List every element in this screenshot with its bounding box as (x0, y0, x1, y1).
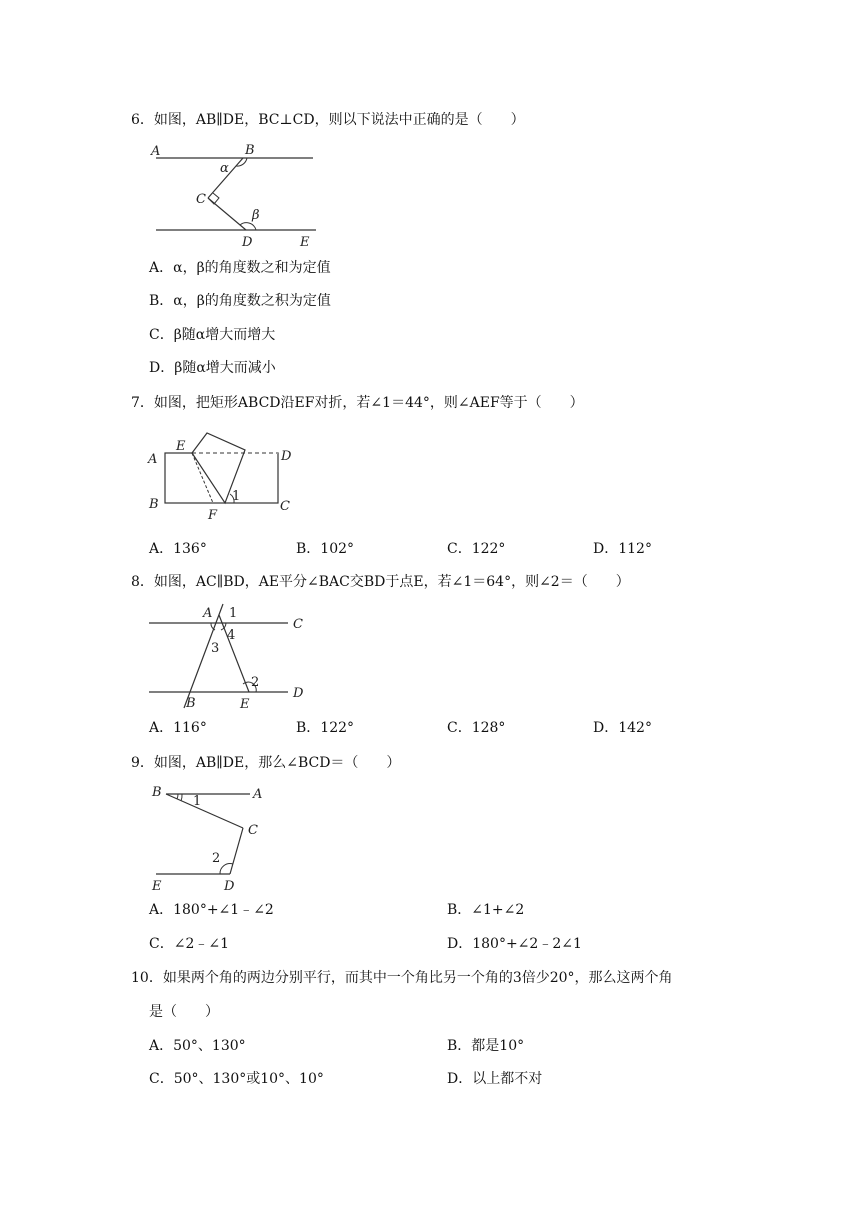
q8-label-angle1: 1 (229, 606, 238, 621)
q6-label-b: B (245, 143, 255, 158)
q8-option-a[interactable]: A．116° (149, 720, 207, 736)
q7-option-b[interactable]: B．102° (296, 541, 355, 557)
q10-option-d[interactable]: D．以上都不对 (447, 1071, 543, 1087)
q9-option-b[interactable]: B．∠1+∠2 (447, 902, 525, 918)
q7-label-e: E (176, 439, 186, 454)
q10-option-c[interactable]: C．50°、130°或10°、10° (149, 1071, 324, 1087)
q9-label-c: C (248, 823, 258, 838)
q6-label-a: A (151, 144, 161, 159)
q7-label-b: B (149, 497, 159, 512)
q9-option-a[interactable]: A．180°+∠1﹣∠2 (149, 902, 274, 918)
question-9-stem: 9．如图，AB∥DE，那么∠BCD＝（ ） (131, 755, 401, 771)
q10-option-a[interactable]: A．50°、130° (149, 1038, 246, 1054)
q8-label-angle2: 2 (251, 675, 260, 690)
q9-option-c[interactable]: C．∠2﹣∠1 (149, 936, 229, 952)
q9-label-a: A (253, 787, 263, 802)
q7-label-a: A (148, 452, 158, 467)
q8-label-a: A (203, 606, 213, 621)
q8-label-c: C (293, 617, 303, 632)
q8-option-c[interactable]: C．128° (447, 720, 506, 736)
q9-option-d[interactable]: D．180°+∠2﹣2∠1 (447, 936, 582, 952)
q9-label-d: D (224, 879, 235, 894)
q7-option-d[interactable]: D．112° (593, 541, 652, 557)
q10-option-b[interactable]: B．都是10° (447, 1038, 525, 1054)
q9-label-angle1: 1 (193, 794, 202, 809)
q6-label-d: D (242, 235, 253, 250)
q7-label-f: F (208, 508, 218, 523)
question-8-stem: 8．如图，AC∥BD，AE平分∠BAC交BD于点E，若∠1＝64°，则∠2＝（ ） (131, 574, 630, 590)
q7-label-angle1: 1 (232, 489, 241, 504)
q9-label-b: B (152, 785, 162, 800)
question-6-figure (148, 138, 328, 253)
q8-label-b: B (186, 696, 196, 711)
question-7-figure (145, 428, 305, 523)
q6-option-a[interactable]: A．α，β的角度数之和为定值 (149, 260, 331, 276)
q9-label-e: E (152, 879, 162, 894)
q8-option-b[interactable]: B．122° (296, 720, 355, 736)
q8-option-d[interactable]: D．142° (593, 720, 652, 736)
q6-label-c: C (196, 192, 206, 207)
question-10-stem-line2: 是（ ） (149, 1004, 219, 1020)
q6-label-e: E (300, 235, 310, 250)
q6-option-b[interactable]: B．α，β的角度数之积为定值 (149, 293, 331, 309)
q6-option-c[interactable]: C．β随α增大而增大 (149, 327, 276, 343)
question-9-figure (148, 782, 278, 892)
q6-option-d[interactable]: D．β随α增大而减小 (149, 360, 276, 376)
q7-option-c[interactable]: C．122° (447, 541, 506, 557)
q8-label-angle3: 3 (211, 641, 220, 656)
q8-label-e: E (240, 697, 250, 712)
q8-label-angle4: 4 (227, 628, 236, 643)
question-7-stem: 7．如图，把矩形ABCD沿EF对折，若∠1＝44°，则∠AEF等于（ ） (131, 395, 584, 411)
q8-label-d: D (293, 686, 304, 701)
question-6-stem: 6．如图，AB∥DE，BC⊥CD，则以下说法中正确的是（ ） (131, 112, 525, 128)
question-10-stem-line1: 10．如果两个角的两边分别平行，而其中一个角比另一个角的3倍少20°，那么这两个角 (131, 970, 673, 986)
q6-label-beta: β (252, 208, 260, 223)
q6-label-alpha: α (220, 161, 229, 176)
q7-label-d: D (281, 449, 292, 464)
q9-label-angle2: 2 (212, 851, 221, 866)
q7-label-c: C (280, 499, 290, 514)
q7-option-a[interactable]: A．136° (149, 541, 207, 557)
question-8-figure (145, 600, 325, 718)
